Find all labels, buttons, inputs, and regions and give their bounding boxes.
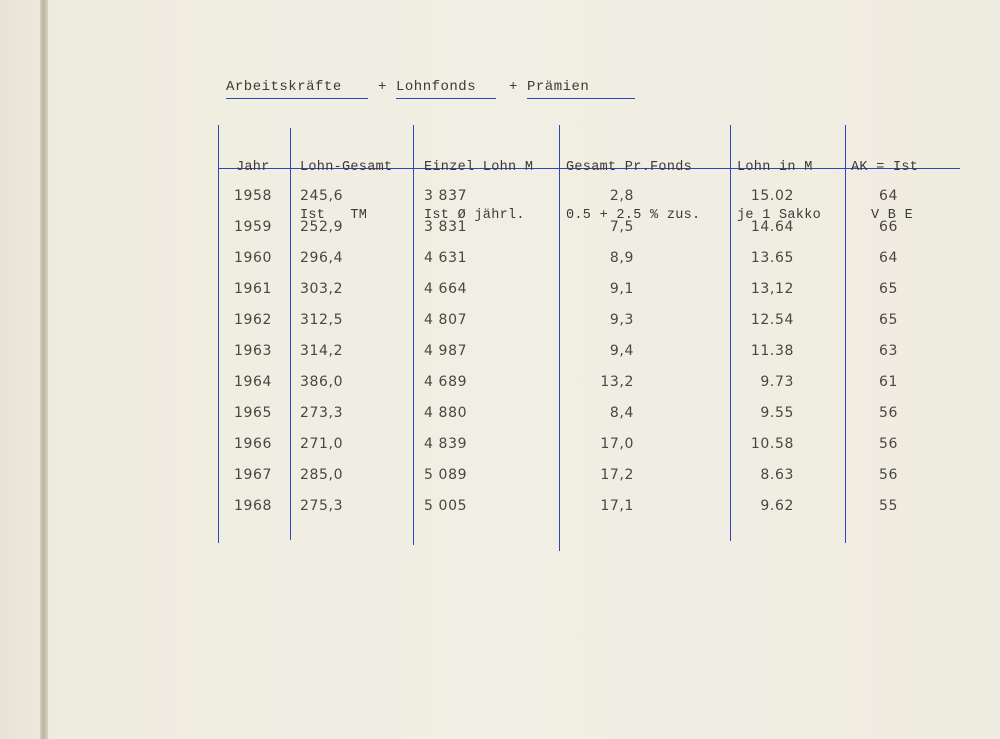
cell-gesamt-pr-fonds: 8,4 bbox=[609, 405, 634, 421]
cell-lohn-je-sakko: 10.58 bbox=[750, 436, 794, 452]
cell-lohn-je-sakko: 12.54 bbox=[750, 312, 794, 328]
column-header-line1: Einzel Lohn M bbox=[424, 160, 534, 175]
cell-lohn-je-sakko: 11.38 bbox=[750, 343, 794, 359]
cell-jahr: 1967 bbox=[234, 467, 273, 483]
cell-einzel-lohn: 3 837 bbox=[424, 188, 468, 204]
cell-ak-ist: 56 bbox=[878, 405, 898, 421]
column-header-line2: je 1 Sakko bbox=[737, 208, 822, 223]
cell-lohn-je-sakko: 14.64 bbox=[750, 219, 794, 235]
cell-ak-ist: 65 bbox=[878, 281, 898, 297]
cell-lohn-gesamt: 296,4 bbox=[300, 250, 344, 266]
cell-einzel-lohn: 5 005 bbox=[424, 498, 468, 514]
cell-lohn-je-sakko: 8.63 bbox=[760, 467, 794, 483]
cell-ak-ist: 56 bbox=[878, 436, 898, 452]
table-rule-left bbox=[218, 125, 219, 543]
cell-jahr: 1958 bbox=[234, 188, 273, 204]
cell-jahr: 1963 bbox=[234, 343, 273, 359]
cell-lohn-gesamt: 386,0 bbox=[300, 374, 344, 390]
cell-einzel-lohn: 4 987 bbox=[424, 343, 468, 359]
cell-jahr: 1962 bbox=[234, 312, 273, 328]
cell-lohn-gesamt: 252,9 bbox=[300, 219, 344, 235]
column-header-line1: Lohn-Gesamt bbox=[300, 160, 393, 175]
cell-einzel-lohn: 4 807 bbox=[424, 312, 468, 328]
cell-lohn-gesamt: 285,0 bbox=[300, 467, 344, 483]
cell-einzel-lohn: 4 631 bbox=[424, 250, 468, 266]
cell-einzel-lohn: 3 831 bbox=[424, 219, 468, 235]
cell-ak-ist: 66 bbox=[878, 219, 898, 235]
column-header-line1: AK = Ist bbox=[851, 160, 919, 175]
cell-gesamt-pr-fonds: 17,0 bbox=[600, 436, 634, 452]
cell-einzel-lohn: 5 089 bbox=[424, 467, 468, 483]
cell-gesamt-pr-fonds: 7,5 bbox=[609, 219, 634, 235]
cell-lohn-je-sakko: 13,12 bbox=[750, 281, 794, 297]
page-binding-shadow bbox=[40, 0, 48, 739]
cell-gesamt-pr-fonds: 17,2 bbox=[600, 467, 634, 483]
table-rule-col3 bbox=[413, 125, 414, 545]
cell-lohn-gesamt: 312,5 bbox=[300, 312, 344, 328]
cell-gesamt-pr-fonds: 13,2 bbox=[600, 374, 634, 390]
cell-gesamt-pr-fonds: 9,3 bbox=[609, 312, 634, 328]
column-header-line2: 0.5 + 2.5 % zus. bbox=[566, 208, 701, 223]
cell-jahr: 1959 bbox=[234, 219, 273, 235]
cell-ak-ist: 61 bbox=[878, 374, 898, 390]
cell-einzel-lohn: 4 839 bbox=[424, 436, 468, 452]
cell-lohn-je-sakko: 13.65 bbox=[750, 250, 794, 266]
heading-plus-1: + bbox=[378, 79, 387, 95]
heading-arbeitskraefte: Arbeitskräfte bbox=[226, 79, 368, 99]
cell-lohn-gesamt: 314,2 bbox=[300, 343, 344, 359]
cell-lohn-je-sakko: 9.73 bbox=[760, 374, 794, 390]
column-header-line2: V B E bbox=[871, 208, 914, 223]
cell-lohn-gesamt: 245,6 bbox=[300, 188, 344, 204]
cell-jahr: 1966 bbox=[234, 436, 273, 452]
cell-gesamt-pr-fonds: 2,8 bbox=[609, 188, 634, 204]
cell-ak-ist: 64 bbox=[878, 188, 898, 204]
cell-jahr: 1968 bbox=[234, 498, 273, 514]
column-header-line2: Ist TM bbox=[300, 208, 368, 223]
heading-plus-2: + bbox=[509, 79, 518, 95]
cell-lohn-gesamt: 303,2 bbox=[300, 281, 344, 297]
cell-lohn-gesamt: 271,0 bbox=[300, 436, 344, 452]
cell-gesamt-pr-fonds: 8,9 bbox=[609, 250, 634, 266]
heading-lohnfonds: Lohnfonds bbox=[396, 79, 496, 99]
cell-einzel-lohn: 4 664 bbox=[424, 281, 468, 297]
table-rule-col2 bbox=[290, 128, 291, 540]
cell-jahr: 1965 bbox=[234, 405, 273, 421]
cell-ak-ist: 55 bbox=[878, 498, 898, 514]
cell-jahr: 1961 bbox=[234, 281, 273, 297]
cell-ak-ist: 63 bbox=[878, 343, 898, 359]
cell-gesamt-pr-fonds: 9,4 bbox=[609, 343, 634, 359]
cell-ak-ist: 56 bbox=[878, 467, 898, 483]
cell-lohn-je-sakko: 9.62 bbox=[760, 498, 794, 514]
column-header-line1: Gesamt Pr.Fonds bbox=[566, 160, 693, 175]
cell-lohn-gesamt: 275,3 bbox=[300, 498, 344, 514]
cell-gesamt-pr-fonds: 17,1 bbox=[600, 498, 634, 514]
cell-ak-ist: 64 bbox=[878, 250, 898, 266]
column-header-line1: Lohn in M bbox=[737, 160, 813, 175]
cell-lohn-je-sakko: 15.02 bbox=[750, 188, 794, 204]
cell-lohn-gesamt: 273,3 bbox=[300, 405, 344, 421]
cell-jahr: 1960 bbox=[234, 250, 273, 266]
cell-jahr: 1964 bbox=[234, 374, 273, 390]
cell-einzel-lohn: 4 880 bbox=[424, 405, 468, 421]
cell-gesamt-pr-fonds: 9,1 bbox=[609, 281, 634, 297]
cell-einzel-lohn: 4 689 bbox=[424, 374, 468, 390]
cell-ak-ist: 65 bbox=[878, 312, 898, 328]
cell-lohn-je-sakko: 9.55 bbox=[760, 405, 794, 421]
column-header-line2: Ist Ø jährl. bbox=[424, 208, 525, 223]
heading-praemien: Prämien bbox=[527, 79, 635, 99]
column-header-line1: Jahr bbox=[236, 160, 270, 175]
